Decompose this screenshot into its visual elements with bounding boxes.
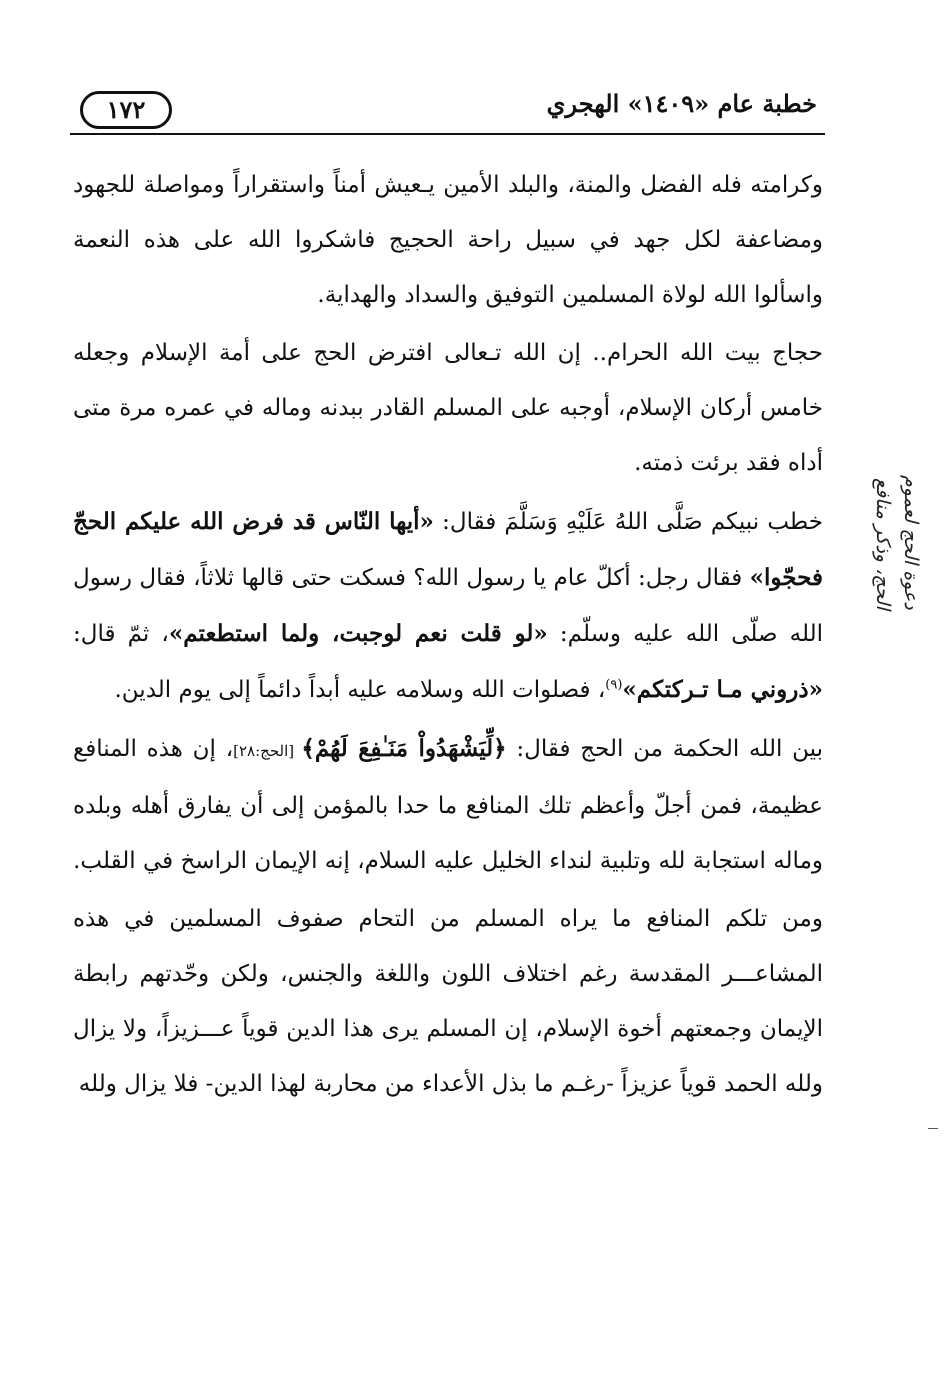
paragraph-2: حجاج بيت الله الحرام.. إن الله تـعالى افترض الحج على أمة الإسلام وجعله خامس أركان الإسلام، أوجبه على المسلم القادر ببدنه وماله في عمره مرة متى أداه فقد برئت ذمته.: [73, 340, 823, 476]
paragraph-3-text-2: فقال رجل: أكلّ عام يا رسول الله؟ فسكت حتى قالها ثلاثاً، فقال رسول الله صلّى الله عليه وسلّم:: [73, 565, 824, 647]
paragraph-1: وكرامته فله الفضل والمنة، والبلد الأمين يـعيش أمناً واستقراراً ومواصلة للجهود ومضاعفة لكل جهد في سبيل راحة الحجيج فاشكروا الله على هذه النعمة واسألوا الله لولاة المسلمين التوفيق والسداد والهداية.: [73, 172, 823, 308]
page-header: [70, 85, 825, 137]
paragraph-3-text-3: ، ثمّ قال:: [73, 621, 169, 647]
hadith-quote-3: «ذروني مـا تـركتكم»: [622, 676, 823, 703]
handwritten-margin-note: [855, 380, 925, 610]
page-body: [73, 158, 823, 1115]
hadith-quote-1: «أيها النّاس قد فرض الله عليكم الحجّ فحجّوا»: [73, 508, 823, 591]
quran-reference: [الحج:٢٨]: [233, 742, 302, 760]
hadith-quote-2: «لو قلت نعم لوجبت، ولما استطعتم»: [168, 620, 548, 647]
header-title: خطبة عام «١٤٠٩» الهجري: [546, 89, 817, 118]
paragraph-3-text-4: ، فصلوات الله وسلامه عليه أبداً دائماً إلى يوم الدين.: [114, 677, 606, 703]
paragraph-4-text-1: بين الله الحكمة من الحج فقال:: [506, 736, 823, 762]
header-rule: [70, 133, 825, 135]
paragraph-4-text-2: ، إن هذه المنافع عظيمة، فمن أجلّ وأعظم تلك المنافع ما حدا بالمؤمن إلى أن يفارق أهله وبلده وماله استجابة لله وتلبية لنداء الخليل عليه السلام، إنه الإيمان الراسخ في القلب.: [73, 736, 823, 874]
paragraph-5: ومن تلكم المنافع ما يراه المسلم من التحام صفوف المسلمين في هذه المشاعـــر المقدسة رغم اختلاف اللون واللغة والجنس، ولكن وحّدتهم رابطة الإيمان وجمعتهم أخوة الإسلام، إن المسلم يرى هذا الدين قوياً عـــزيزاً، ولا يزال ولله الحمد قوياً عزيزاً -رغـم ما بذل الأعداء من محاربة لهذا الدين- فلا يزال ولله: [73, 906, 823, 1097]
footnote-marker: (٩): [605, 677, 623, 693]
margin-note-line-1: دعوة الحج لعموم: [900, 475, 922, 610]
margin-note-line-2: الحج، وذكر منافع: [872, 478, 894, 610]
paragraph-3: [73, 494, 823, 718]
paragraph-3-text-1: خطب نبيكم صَلَّى اللهُ عَلَيْهِ وَسَلَّمَ فقال:: [433, 509, 823, 535]
quran-verse: ﴿لِّيَشْهَدُواْ مَنَـٰفِعَ لَهُمْ﴾: [301, 735, 507, 762]
paragraph-4: [73, 721, 823, 889]
page-number: ١٧٢: [80, 91, 172, 129]
margin-dash-mark: [928, 1128, 938, 1129]
